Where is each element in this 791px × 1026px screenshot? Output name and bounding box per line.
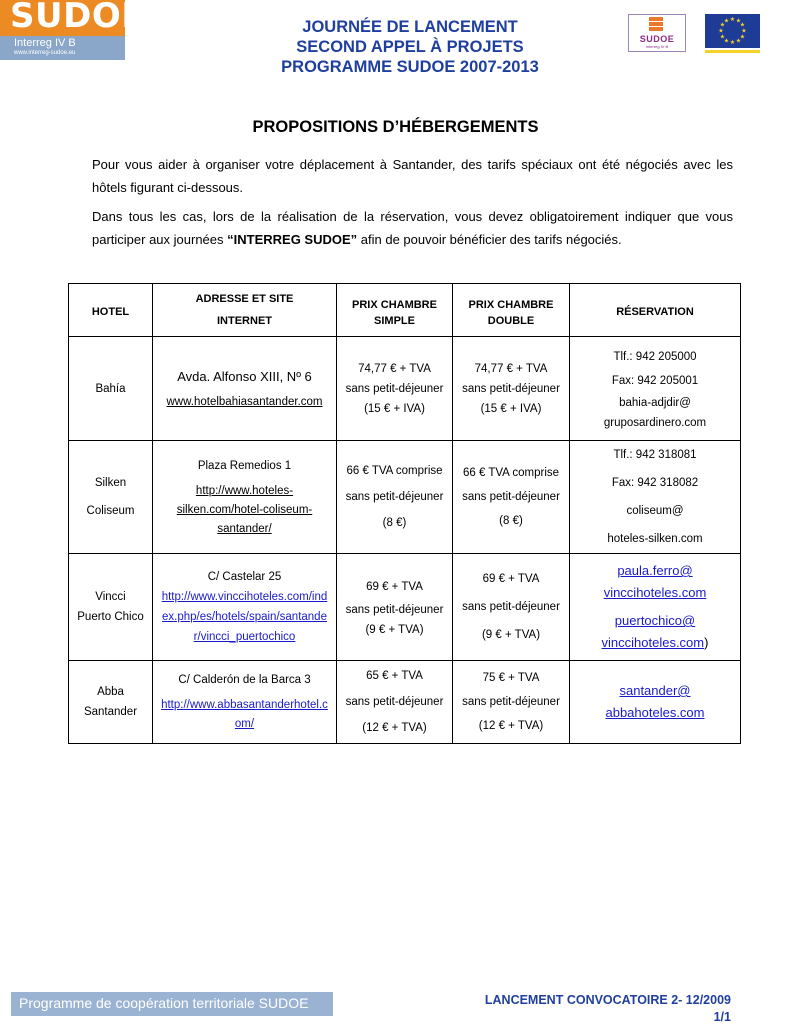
hotel-name-line: Coliseum xyxy=(86,505,135,517)
svg-text:★: ★ xyxy=(729,16,736,23)
reservation-email-link[interactable] xyxy=(574,610,736,654)
footer-page-number: 1/1 xyxy=(713,1010,731,1024)
reservation-email-link[interactable] xyxy=(574,680,736,724)
hotel-name xyxy=(69,661,153,744)
reservation-email-line[interactable]: paula.ferro@ xyxy=(617,563,693,578)
header-address xyxy=(153,284,337,337)
hotel-street: C/ Castelar 25 xyxy=(207,571,282,583)
hotel-name-line: Bahía xyxy=(95,382,126,395)
svg-text:★: ★ xyxy=(723,37,730,45)
sudoe-logo-website: www.interreg-sudoe.eu xyxy=(14,50,76,56)
header-hotel: HOTEL xyxy=(69,284,153,337)
reservation-fax: Fax: 942 205001 xyxy=(611,374,699,387)
price-line: 75 € + TVA xyxy=(482,672,540,684)
table-row xyxy=(69,441,741,554)
single-price xyxy=(337,337,453,441)
svg-text:★: ★ xyxy=(735,17,742,25)
intro-paragraph-2-start: Dans tous les cas, lors de la réalisation de la réservation, vous devez obligatoirement indiquer que vous participer aux journées xyxy=(92,209,733,247)
header-double-price xyxy=(453,284,570,337)
hotel-name-line: Santander xyxy=(83,706,138,718)
price-line: (8 €) xyxy=(499,515,523,527)
sudoe-logo-brand: SUDOE xyxy=(10,0,145,36)
footer-reference-text: LANCEMENT CONVOCATOIRE 2- 12/2009 xyxy=(484,993,731,1007)
price-line: (12 € + TVA) xyxy=(478,720,544,732)
hotel-website-line[interactable]: www.hotelbahiasantander.com xyxy=(166,395,323,408)
hotel-website-line[interactable]: http://www.hoteles- xyxy=(195,484,294,497)
table-row xyxy=(69,554,741,661)
intro-paragraph-2-bold: “INTERREG SUDOE” xyxy=(227,232,358,247)
sudoe-small-logo-program: Interreg IV B xyxy=(645,44,669,49)
header-title-line-2: SECOND APPEL À PROJETS xyxy=(296,38,524,56)
hotel-website-link[interactable] xyxy=(157,393,332,411)
reservation-contact xyxy=(570,441,741,554)
price-line: (12 € + TVA) xyxy=(362,722,427,734)
header-address-line-1: ADRESSE ET SITE xyxy=(195,293,294,305)
price-line: sans petit-déjeuner xyxy=(345,382,444,395)
svg-text:★: ★ xyxy=(739,21,746,29)
hotel-street: Plaza Remedios 1 xyxy=(197,459,292,472)
svg-text:★: ★ xyxy=(719,33,726,41)
svg-text:★: ★ xyxy=(735,37,742,45)
reservation-email-link[interactable] xyxy=(574,560,736,604)
single-price xyxy=(337,661,453,744)
hotel-name xyxy=(69,554,153,661)
footer-reference xyxy=(485,992,731,1026)
header-title-line-1: JOURNÉE DE LANCEMENT xyxy=(302,18,518,36)
eu-flag-icon xyxy=(705,14,760,48)
reservation-suffix: ) xyxy=(704,635,709,650)
double-price xyxy=(453,337,570,441)
price-line: (9 € + TVA) xyxy=(481,629,541,641)
reservation-email-line[interactable]: vinccihoteles.com xyxy=(603,585,707,600)
hotel-name xyxy=(69,441,153,554)
price-line: 69 € + TVA xyxy=(482,573,540,585)
intro-paragraph-1: Pour vous aider à organiser votre déplacement à Santander, des tarifs spéciaux ont été négociés avec les hôtels figurant ci-dessous. xyxy=(92,157,733,195)
hotel-street: Avda. Alfonso XIII, Nº 6 xyxy=(177,368,312,384)
hotel-address xyxy=(153,441,337,554)
sudoe-stripes-icon xyxy=(649,17,663,33)
reservation-email-line[interactable]: vinccihoteles.com xyxy=(601,635,705,650)
svg-text:★: ★ xyxy=(741,27,747,35)
hotel-website-link[interactable] xyxy=(157,696,332,734)
hotel-address xyxy=(153,554,337,661)
hotel-website-line[interactable]: silken.com/hotel-coliseum- xyxy=(176,503,313,516)
price-line: 66 € TVA comprise xyxy=(462,467,560,479)
reservation-email-line: hoteles-silken.com xyxy=(607,533,703,545)
hotel-website-line[interactable]: r/vincci_puertochico xyxy=(193,631,296,643)
hotel-address xyxy=(153,661,337,744)
reservation-email-line: gruposardinero.com xyxy=(603,416,707,429)
hotel-website-line[interactable]: http://www.abbasantanderhotel.c xyxy=(161,699,328,711)
single-price xyxy=(337,441,453,554)
footer-program-banner xyxy=(11,992,333,1016)
header-address-line-2: INTERNET xyxy=(217,315,272,327)
price-line: sans petit-déjeuner xyxy=(462,491,560,503)
table-row xyxy=(69,661,741,744)
sudoe-small-logo-brand: SUDOE xyxy=(639,34,675,44)
reservation-fax: Fax: 942 318082 xyxy=(611,477,699,489)
header-single-line-2: SIMPLE xyxy=(374,315,415,327)
hotel-website-line[interactable]: http://www.vinccihoteles.com/ind xyxy=(161,591,328,603)
hotel-name xyxy=(69,337,153,441)
hotel-website-line[interactable]: ex.php/es/hotels/spain/santande xyxy=(162,611,327,623)
sudoe-logo-program: Interreg IV B xyxy=(14,37,76,49)
sudoe-logo-band xyxy=(0,36,125,60)
price-line: (9 € + TVA) xyxy=(365,624,424,636)
table-header-row xyxy=(69,284,741,337)
hotel-name-line: Vincci xyxy=(95,591,126,603)
header-reservation: RÉSERVATION xyxy=(570,284,741,337)
price-line: 74,77 € + TVA xyxy=(358,362,431,375)
intro-paragraph-2 xyxy=(92,205,733,251)
price-line: (15 € + IVA) xyxy=(364,402,425,415)
reservation-contact xyxy=(570,661,741,744)
price-line: sans petit-déjeuner xyxy=(462,696,560,708)
svg-text:★: ★ xyxy=(719,21,726,29)
double-price xyxy=(453,441,570,554)
intro-paragraph-2-end: afin de pouvoir bénéficier des tarifs négociés. xyxy=(357,232,622,247)
reservation-email-line: coliseum@ xyxy=(626,505,684,517)
price-line: (15 € + IVA) xyxy=(480,402,542,415)
price-line: 65 € + TVA xyxy=(366,670,423,682)
price-line: sans petit-déjeuner xyxy=(462,382,560,395)
svg-text:★: ★ xyxy=(723,17,730,25)
eu-stars xyxy=(705,14,760,48)
hotel-street: C/ Calderón de la Barca 3 xyxy=(178,674,311,686)
price-line: 74,77 € + TVA xyxy=(474,362,548,375)
price-line: 66 € TVA comprise xyxy=(346,465,443,477)
sudoe-logo xyxy=(0,0,145,60)
price-line: sans petit-déjeuner xyxy=(345,604,444,616)
section-title: PROPOSITIONS D’HÉBERGEMENTS xyxy=(252,118,539,136)
price-line: 69 € + TVA xyxy=(366,581,423,593)
hotel-website-line[interactable]: om/ xyxy=(234,718,255,730)
hotel-name-line: Silken xyxy=(94,477,127,489)
eu-flag-caption-bar xyxy=(705,50,760,53)
reservation-phone: Tlf.: 942 318081 xyxy=(613,449,697,461)
reservation-email-line: bahia-adjdir@ xyxy=(619,396,691,409)
header-single-line-1: PRIX CHAMBRE xyxy=(352,299,437,311)
price-line: (8 €) xyxy=(382,517,407,529)
reservation-email-line[interactable]: puertochico@ xyxy=(614,613,696,628)
reservation-phone: Tlf.: 942 205000 xyxy=(613,350,697,363)
double-price xyxy=(453,661,570,744)
double-price xyxy=(453,554,570,661)
hotel-name-line: Puerto Chico xyxy=(77,611,144,623)
price-line: sans petit-déjeuner xyxy=(462,601,560,613)
table-row xyxy=(69,337,741,441)
header-double-line-2: DOUBLE xyxy=(487,315,535,327)
svg-text:★: ★ xyxy=(739,33,746,41)
hotel-website-line[interactable]: santander/ xyxy=(217,522,272,535)
reservation-contact xyxy=(570,554,741,661)
single-price xyxy=(337,554,453,661)
header-double-line-1: PRIX CHAMBRE xyxy=(468,299,554,311)
hotel-address xyxy=(153,337,337,441)
reservation-email-line[interactable]: santander@ xyxy=(619,683,691,698)
svg-text:★: ★ xyxy=(718,27,724,35)
footer-program-text: Programme de coopération territoriale SUDOE xyxy=(19,995,309,1011)
sudoe-small-logo xyxy=(628,14,686,52)
reservation-email-line[interactable]: abbahoteles.com xyxy=(605,705,705,720)
price-line: sans petit-déjeuner xyxy=(345,491,444,503)
header-title-line-3: PROGRAMME SUDOE 2007-2013 xyxy=(281,58,539,76)
hotels-table xyxy=(68,283,741,744)
svg-text:★: ★ xyxy=(729,39,736,46)
hotel-website-link[interactable] xyxy=(157,482,332,539)
price-line: sans petit-déjeuner xyxy=(345,696,444,708)
hotel-name-line: Abba xyxy=(97,686,124,698)
hotel-website-link[interactable] xyxy=(157,587,332,647)
reservation-contact xyxy=(570,337,741,441)
header-single-price xyxy=(337,284,453,337)
